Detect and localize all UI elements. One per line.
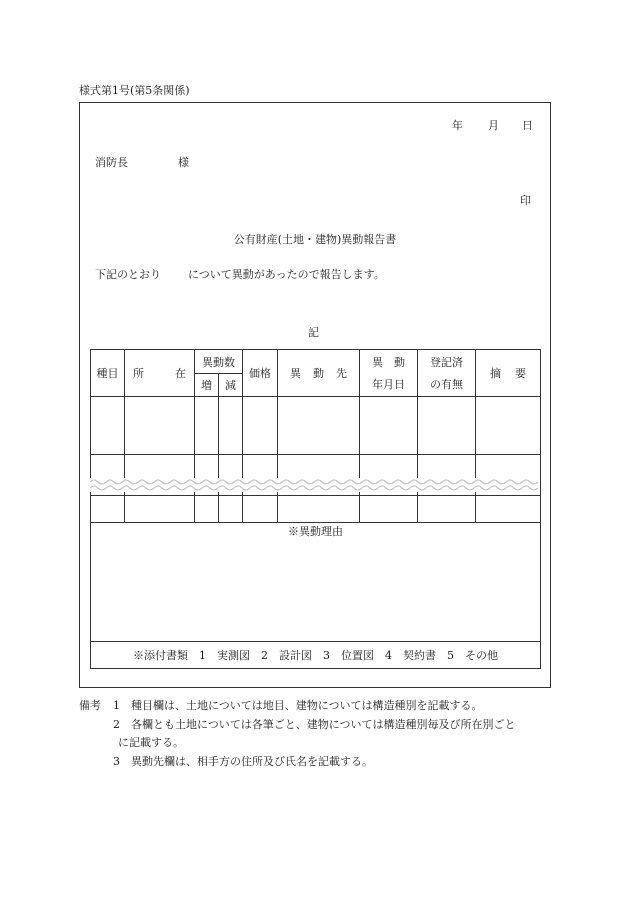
header-price: 価格 [243,350,278,397]
remark-item: 2 各欄とも土地については各筆ごと、建物については構造種別毎及び所在別ごと [113,718,516,731]
header-change-date-line2: 年月日 [372,378,405,391]
ki-heading: 記 [308,326,319,339]
remarks-label: 備考 [79,699,101,712]
header-registered [418,350,476,397]
header-increase: 増 [195,374,219,397]
header-location-a: 所 [133,367,144,380]
header-change-date-line1: 異 動 [372,356,405,369]
header-category: 種目 [91,350,125,397]
header-summary-char: 要 [515,367,526,380]
header-destination-char: 先 [336,367,347,380]
date-month-label: 月 [488,119,499,132]
attachments-cell: ※添付書類 1 実測図 2 設計図 3 位置図 4 契約書 5 その他 [91,642,541,669]
header-summary [476,350,541,397]
addressee-honorific: 様 [178,156,189,169]
header-registered-line2: の有無 [430,378,463,391]
header-summary-char: 摘 [490,367,501,380]
header-decrease: 減 [219,374,243,397]
date-day-label: 日 [522,119,533,132]
seal-mark: 印 [520,194,531,207]
header-change-qty: 異動数 [195,350,243,374]
header-location-b: 在 [175,367,186,380]
header-destination-char: 異 [290,367,301,380]
remark-item: 3 異動先欄は、相手方の住所及び氏名を記載する。 [113,755,373,768]
remark-item: 1 種目欄は、土地については地目、建物については構造種別を記載する。 [113,699,483,712]
body-text-post: について異動があったので報告します。 [188,268,385,281]
form-number: 様式第1号(第5条関係) [79,84,190,97]
header-change-date [360,350,418,397]
body-text-pre: 下記のとおり [95,268,161,281]
document-title: 公有財産(土地・建物)異動報告書 [233,233,397,246]
table-row [91,397,541,455]
table-row [91,496,541,523]
remark-item-continuation: に記載する。 [118,736,184,749]
table-row [91,455,541,479]
omission-wave [90,477,540,493]
header-destination [278,350,360,397]
addressee-name: 消防長 [95,156,128,169]
change-report-table [90,349,541,669]
change-reason-cell: ※異動理由 [91,523,541,642]
header-destination-char: 動 [313,367,324,380]
date-year-label: 年 [452,119,463,132]
header-registered-line1: 登記済 [430,356,463,369]
header-location [125,350,195,397]
